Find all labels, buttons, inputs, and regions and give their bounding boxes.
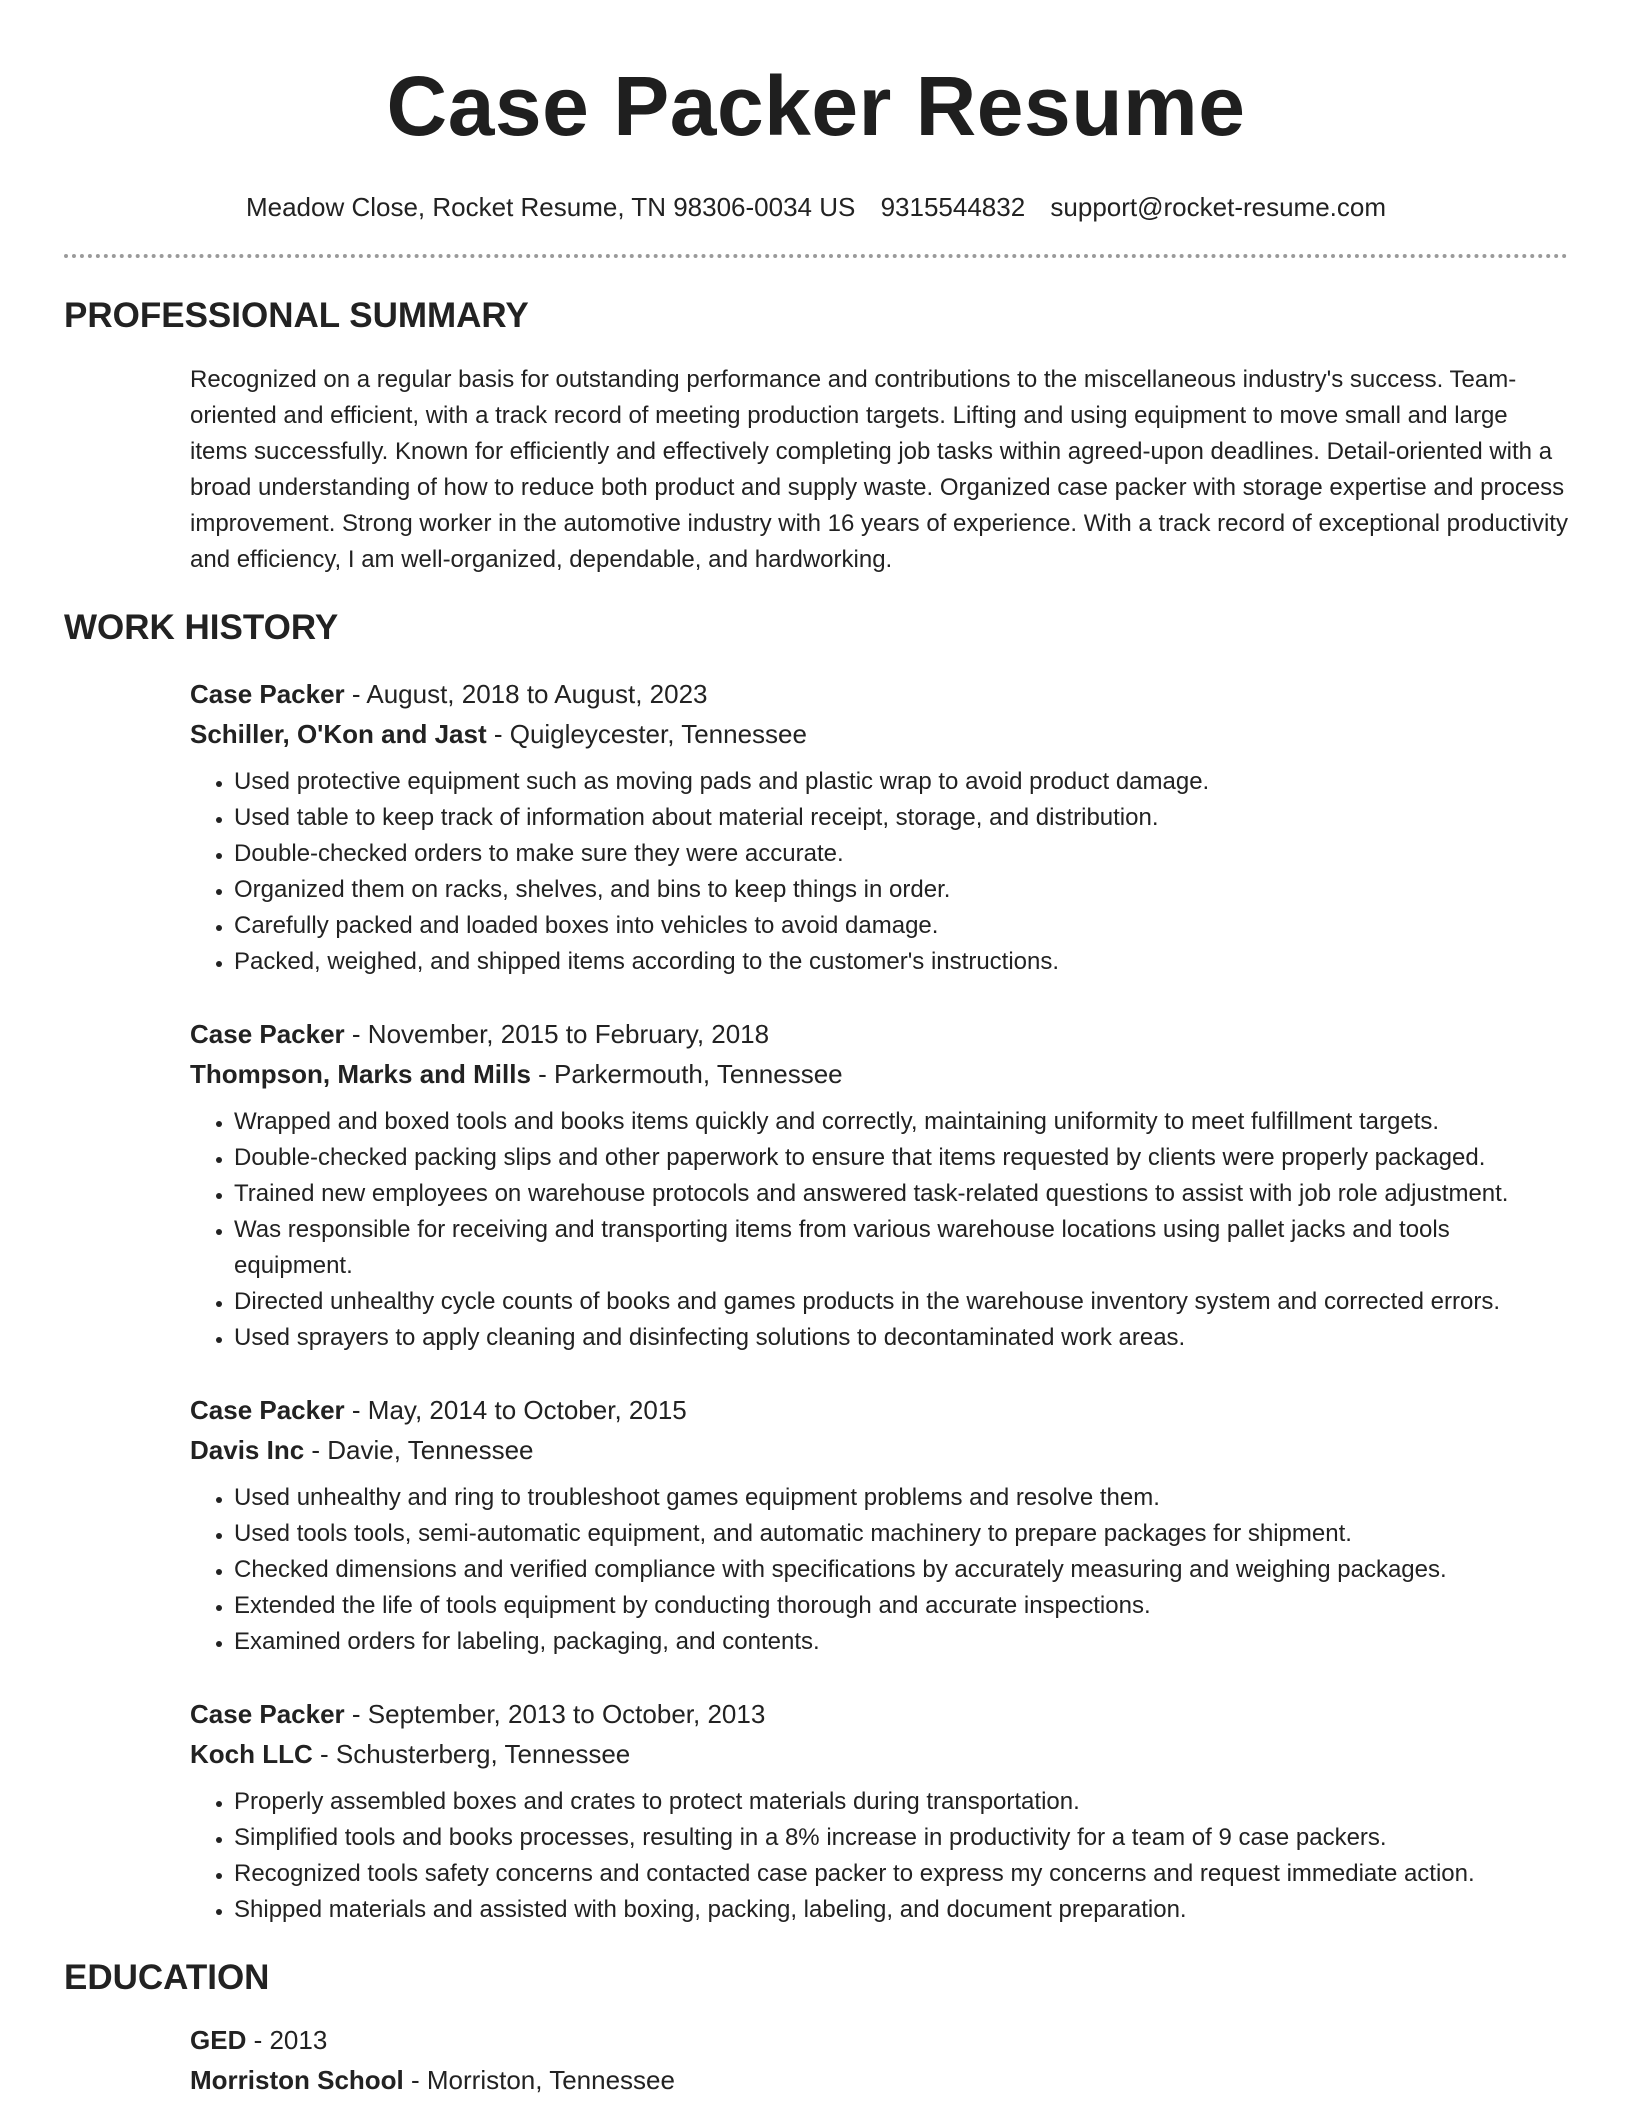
- header-divider: [64, 254, 1568, 258]
- job-duty: • Properly assembled boxes and crates to protect materials during transportation.: [234, 1784, 1568, 1820]
- work-history-body: [190, 674, 1568, 1928]
- job-duty: • Used table to keep track of information about material receipt, storage, and distribution.: [234, 800, 1568, 836]
- job-duty: • Directed unhealthy cycle counts of books and games products in the warehouse inventory system and corrected errors.: [234, 1284, 1568, 1320]
- job-duty: • Simplified tools and books processes, resulting in a 8% increase in productivity for a team of 9 case packers.: [234, 1820, 1568, 1856]
- job-duties-list: [190, 1104, 1568, 1356]
- job-duty: • Carefully packed and loaded boxes into vehicles to avoid damage.: [234, 908, 1568, 944]
- job-duties-list: [190, 764, 1568, 980]
- job-duties-list: [190, 1784, 1568, 1928]
- job-duty: • Used tools tools, semi-automatic equipment, and automatic machinery to prepare packages for shipment.: [234, 1516, 1568, 1552]
- job-dates: - September, 2013 to October, 2013: [344, 1699, 766, 1729]
- education-degree-line: [190, 2020, 1568, 2060]
- education-year: - 2013: [246, 2025, 328, 2055]
- job-company: Thompson, Marks and Mills: [190, 1059, 531, 1089]
- summary-body: [190, 362, 1568, 578]
- education-heading: EDUCATION: [64, 1958, 270, 1997]
- job-company-line: [190, 1430, 1568, 1470]
- job-duty: • Recognized tools safety concerns and contacted case packer to express my concerns and request immediate action.: [234, 1856, 1568, 1892]
- job-duty: • Used sprayers to apply cleaning and disinfecting solutions to decontaminated work areas.: [234, 1320, 1568, 1356]
- job-location: - Davie, Tennessee: [304, 1435, 534, 1465]
- contact-line: [64, 190, 1568, 224]
- job-title: Case Packer: [190, 1395, 345, 1425]
- job-duty: • Used unhealthy and ring to troubleshoot games equipment problems and resolve them.: [234, 1480, 1568, 1516]
- education-degree: GED: [190, 2025, 247, 2055]
- job-duty: • Double-checked orders to make sure they were accurate.: [234, 836, 1568, 872]
- work-history-heading: WORK HISTORY: [64, 608, 339, 647]
- job-duty: • Examined orders for labeling, packaging, and contents.: [234, 1624, 1568, 1660]
- job-company-line: [190, 1734, 1568, 1774]
- job-company-line: [190, 1054, 1568, 1094]
- job-title-line: [190, 1694, 1568, 1734]
- education-school: Morriston School: [190, 2065, 404, 2095]
- job-duty: • Extended the life of tools equipment by conducting thorough and accurate inspections.: [234, 1588, 1568, 1624]
- job-dates: - August, 2018 to August, 2023: [344, 679, 708, 709]
- summary-heading: PROFESSIONAL SUMMARY: [64, 296, 529, 335]
- job-title-line: [190, 1014, 1568, 1054]
- summary-section: [64, 296, 1568, 578]
- job-title: Case Packer: [190, 1019, 345, 1049]
- job-duty: • Packed, weighed, and shipped items according to the customer's instructions.: [234, 944, 1568, 980]
- job-company: Davis Inc: [190, 1435, 305, 1465]
- job-title-line: [190, 1390, 1568, 1430]
- job-entry: [190, 1390, 1568, 1660]
- contact-email: support@rocket-resume.com: [1050, 192, 1387, 222]
- resume-title: Case Packer Resume: [386, 59, 1246, 153]
- education-school-line: [190, 2060, 1568, 2100]
- job-entry: [190, 1694, 1568, 1928]
- job-title: Case Packer: [190, 679, 345, 709]
- job-duty: • Shipped materials and assisted with boxing, packing, labeling, and document preparation.: [234, 1892, 1568, 1928]
- job-location: - Quigleycester, Tennessee: [486, 719, 807, 749]
- job-title-line: [190, 674, 1568, 714]
- contact-phone: 9315544832: [880, 192, 1026, 222]
- work-history-section: [64, 608, 1568, 1928]
- job-duty: • Trained new employees on warehouse protocols and answered task-related questions to assist with job role adjustment.: [234, 1176, 1568, 1212]
- job-entry: [190, 674, 1568, 980]
- job-duty: • Double-checked packing slips and other paperwork to ensure that items requested by clients were properly packaged.: [234, 1140, 1568, 1176]
- job-duty: • Organized them on racks, shelves, and bins to keep things in order.: [234, 872, 1568, 908]
- job-location: - Schusterberg, Tennessee: [312, 1739, 631, 1769]
- job-duty: • Checked dimensions and verified compliance with specifications by accurately measuring and weighing packages.: [234, 1552, 1568, 1588]
- job-company: Koch LLC: [190, 1739, 313, 1769]
- job-company: Schiller, O'Kon and Jast: [190, 719, 487, 749]
- job-duties-list: [190, 1480, 1568, 1660]
- job-dates: - May, 2014 to October, 2015: [344, 1395, 687, 1425]
- job-duty: • Wrapped and boxed tools and books items quickly and correctly, maintaining uniformity to meet fulfillment targets.: [234, 1104, 1568, 1140]
- education-section: [64, 1958, 1568, 2100]
- job-duty: • Used protective equipment such as moving pads and plastic wrap to avoid product damage.: [234, 764, 1568, 800]
- summary-text: Recognized on a regular basis for outstanding performance and contributions to the miscellaneous industry's success. Team-oriented and efficient, with a track record of meeting production targets. Lifting and using equipment to move small and large items successfully. Known for efficiently and effectively completing job tasks within agreed-upon deadlines. Detail-oriented with a broad understanding of how to reduce both product and supply waste. Organized case packer with storage expertise and process improvement. Strong worker in the automotive industry with 16 years of experience. With a track record of exceptional productivity and efficiency, I am well-organized, dependable, and hardworking.: [190, 366, 1568, 573]
- job-dates: - November, 2015 to February, 2018: [344, 1019, 770, 1049]
- job-company-line: [190, 714, 1568, 754]
- education-body: [190, 2020, 1568, 2100]
- job-title: Case Packer: [190, 1699, 345, 1729]
- job-entry: [190, 1014, 1568, 1356]
- job-duty: • Was responsible for receiving and transporting items from various warehouse locations using pallet jacks and tools equipment.: [234, 1212, 1568, 1284]
- education-location: - Morriston, Tennessee: [403, 2065, 675, 2095]
- job-location: - Parkermouth, Tennessee: [530, 1059, 843, 1089]
- contact-address: Meadow Close, Rocket Resume, TN 98306-0034 US: [245, 192, 856, 222]
